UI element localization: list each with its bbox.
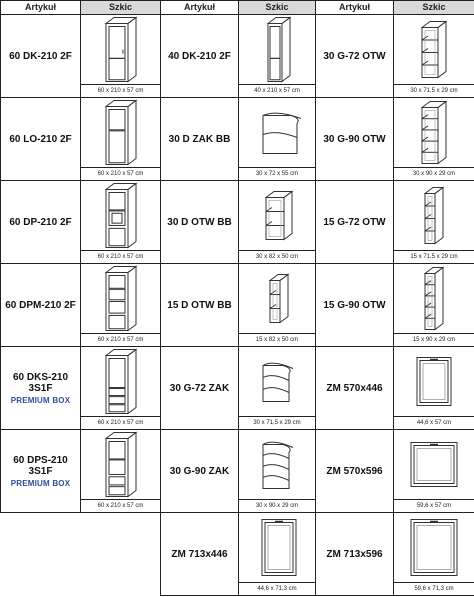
tall-cabinet-two-doors-icon — [81, 15, 160, 84]
article-name-cell — [316, 347, 394, 430]
article-name-cell — [1, 264, 81, 347]
article-code: 30 D OTW BB — [167, 216, 232, 228]
article-code: 15 G-90 OTW — [323, 299, 386, 311]
dimensions-label: 59,6 x 57 cm — [394, 500, 474, 513]
article-code: ZM 570x446 — [326, 382, 383, 394]
narrow-wall-shelf-tall-icon — [394, 264, 474, 333]
header-article-1: Artykuł — [1, 1, 81, 15]
article-code: 30 G-72 ZAK — [169, 382, 230, 394]
product-row — [1, 264, 474, 334]
sketch-cell — [394, 15, 474, 85]
article-code: 30 G-90 ZAK — [169, 465, 230, 477]
sketch-cell — [81, 264, 161, 334]
article-name-cell — [1, 98, 81, 181]
sketch-cell — [394, 181, 474, 251]
dimensions-label: 30 x 71,5 x 29 cm — [394, 85, 474, 98]
open-wall-shelf-tall-icon — [394, 98, 474, 167]
article-name-cell — [161, 430, 239, 513]
dimensions-label: 30 x 71,5 x 29 cm — [239, 417, 316, 430]
article-code: 40 DK-210 2F — [168, 50, 231, 62]
sketch-cell — [394, 513, 474, 583]
article-code: 15 G-72 OTW — [323, 216, 386, 228]
rounded-end-base-shelf-icon — [239, 98, 315, 167]
article-name-cell — [1, 15, 81, 98]
product-row — [1, 430, 474, 500]
article-code: 60 DKS-210 3S1F — [12, 371, 69, 394]
dimensions-label: 15 x 82 x 50 cm — [239, 334, 316, 347]
header-article-3: Artykuł — [316, 1, 394, 15]
article-code: ZM 570x596 — [326, 465, 383, 477]
article-code: 60 DPS-210 3S1F — [13, 454, 68, 477]
article-code: ZM 713x596 — [326, 548, 383, 560]
tall-oven-cabinet-icon — [81, 181, 160, 250]
article-code: 15 D OTW BB — [167, 299, 232, 311]
narrow-tall-cabinet-icon — [239, 15, 315, 84]
product-row — [1, 513, 474, 583]
tall-dishwasher-panel-icon — [239, 513, 315, 582]
product-row — [1, 98, 474, 168]
article-code: 60 LO-210 2F — [9, 133, 72, 145]
dimensions-label: 60 x 210 x 57 cm — [81, 334, 161, 347]
article-name-cell — [1, 181, 81, 264]
sketch-cell — [239, 430, 316, 500]
dimensions-label: 30 x 90 x 29 cm — [394, 168, 474, 181]
article-name-cell — [161, 347, 239, 430]
sketch-cell — [81, 98, 161, 168]
tall-oven-drawers-cabinet-icon — [81, 430, 160, 499]
dishwasher-panel-wide-icon — [394, 430, 474, 499]
article-code: 60 DP-210 2F — [9, 216, 72, 228]
article-name-cell — [316, 98, 394, 181]
article-name-cell — [316, 264, 394, 347]
sketch-cell — [239, 513, 316, 583]
dimensions-label: 15 x 90 x 29 cm — [394, 334, 474, 347]
dimensions-label: 59,6 x 71,3 cm — [394, 583, 474, 596]
open-base-shelf-icon — [239, 181, 315, 250]
dimensions-label: 60 x 210 x 57 cm — [81, 85, 161, 98]
product-row — [1, 181, 474, 251]
rounded-end-wall-shelf-tall-icon — [239, 430, 315, 499]
article-name-cell — [316, 513, 394, 596]
tall-dishwasher-panel-wide-icon — [394, 513, 474, 582]
article-name-cell — [1, 430, 81, 513]
sketch-cell — [239, 181, 316, 251]
tall-cabinet-drawers-icon — [81, 347, 160, 416]
dimensions-label: 15 x 71,5 x 29 cm — [394, 251, 474, 264]
dimensions-label: 40 x 210 x 57 cm — [239, 85, 316, 98]
dimensions-label: 60 x 210 x 57 cm — [81, 251, 161, 264]
header-article-2: Artykuł — [161, 1, 239, 15]
narrow-open-base-shelf-icon — [239, 264, 315, 333]
article-name-cell — [316, 181, 394, 264]
sketch-cell — [81, 181, 161, 251]
sketch-cell — [394, 264, 474, 334]
sketch-cell — [239, 347, 316, 417]
open-wall-shelf-icon — [394, 15, 474, 84]
article-name-cell — [1, 347, 81, 430]
rounded-end-wall-shelf-icon — [239, 347, 315, 416]
dimensions-label: 44,6 x 57 cm — [394, 417, 474, 430]
article-name-cell — [316, 430, 394, 513]
article-code: 60 DPM-210 2F — [5, 299, 76, 311]
article-code: ZM 713x446 — [171, 548, 228, 560]
article-name-cell — [316, 15, 394, 98]
dimensions-label: 30 x 72 x 55 cm — [239, 168, 316, 181]
article-code: 60 DK-210 2F — [9, 50, 72, 62]
sketch-cell — [81, 347, 161, 417]
product-row — [1, 347, 474, 417]
tall-oven-microwave-cabinet-icon — [81, 264, 160, 333]
sketch-cell — [394, 98, 474, 168]
header-sketch-1: Szkic — [81, 1, 161, 15]
sketch-cell — [394, 347, 474, 417]
dimensions-label: 60 x 210 x 57 cm — [81, 417, 161, 430]
sketch-cell — [239, 264, 316, 334]
narrow-wall-shelf-icon — [394, 181, 474, 250]
sketch-cell — [394, 430, 474, 500]
tall-fridge-cabinet-icon — [81, 98, 160, 167]
sketch-cell — [239, 15, 316, 85]
article-code: 30 G-90 OTW — [323, 133, 386, 145]
dimensions-label: 60 x 210 x 57 cm — [81, 168, 161, 181]
header-row — [1, 1, 474, 15]
sketch-cell — [239, 98, 316, 168]
product-row — [1, 15, 474, 85]
dishwasher-panel-icon — [394, 347, 474, 416]
article-name-cell — [161, 15, 239, 98]
dimensions-label: 30 x 90 x 29 cm — [239, 500, 316, 513]
empty-cell — [1, 513, 161, 596]
article-name-cell — [161, 181, 239, 264]
premium-box-badge: PREMIUM BOX — [10, 478, 71, 488]
article-name-cell — [161, 264, 239, 347]
article-code: 30 G-72 OTW — [323, 50, 386, 62]
dimensions-label: 30 x 82 x 50 cm — [239, 251, 316, 264]
dimensions-label: 44,6 x 71,3 cm — [239, 583, 316, 596]
dimensions-label: 60 x 210 x 57 cm — [81, 500, 161, 513]
premium-box-badge: PREMIUM BOX — [10, 395, 71, 405]
article-name-cell — [161, 513, 239, 596]
sketch-cell — [81, 15, 161, 85]
article-name-cell — [161, 98, 239, 181]
sketch-cell — [81, 430, 161, 500]
header-sketch-3: Szkic — [394, 1, 474, 15]
article-code: 30 D ZAK BB — [168, 133, 231, 145]
header-sketch-2: Szkic — [239, 1, 316, 15]
